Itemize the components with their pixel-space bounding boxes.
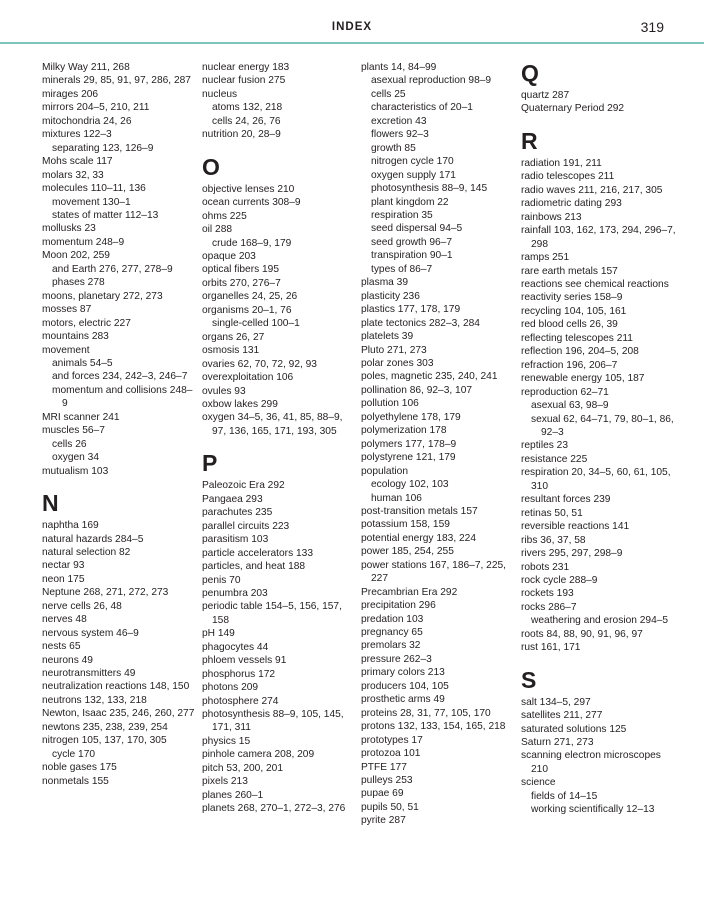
page-header xyxy=(0,0,704,44)
index-entry: satellites 211, 277 xyxy=(521,710,603,722)
index-entry: Paleozoic Era 292 xyxy=(202,480,285,492)
index-entry: polystyrene 121, 179 xyxy=(361,452,456,464)
index-column-3 xyxy=(361,61,516,828)
index-entry: mixtures 122–3 xyxy=(42,129,112,141)
index-subentry: types of 86–7 xyxy=(371,263,433,275)
index-entry: premolars 32 xyxy=(361,640,421,652)
index-entry: Pangaea 293 xyxy=(202,493,263,505)
index-subentry: states of matter 112–13 xyxy=(52,209,159,221)
index-entry: nitrogen 105, 137, 170, 305 xyxy=(42,735,167,747)
index-entry: Precambrian Era 292 xyxy=(361,586,458,598)
index-entry: radio waves 211, 216, 217, 305 xyxy=(521,184,663,196)
index-subentry: transpiration 90–1 xyxy=(371,250,453,262)
index-entry: mirrors 204–5, 210, 211 xyxy=(42,102,150,114)
index-entry: prototypes 17 xyxy=(361,734,423,746)
index-entry: periodic table 154–5, 156, 157, 158 xyxy=(202,601,342,626)
index-entry: rockets 193 xyxy=(521,588,574,600)
index-entry: oxbow lakes 299 xyxy=(202,398,278,410)
index-entry: neon 175 xyxy=(42,573,85,585)
index-entry: MRI scanner 241 xyxy=(42,411,120,423)
index-entry: ohms 225 xyxy=(202,210,247,222)
index-entry: reactions see chemical reactions xyxy=(521,278,669,290)
index-entry: proteins 28, 31, 77, 105, 170 xyxy=(361,707,491,719)
index-entry: post-transition metals 157 xyxy=(361,505,478,517)
index-entry: mosses 87 xyxy=(42,304,92,316)
index-entry: protons 132, 133, 154, 165, 218 xyxy=(361,721,506,733)
index-entry: parallel circuits 223 xyxy=(202,520,290,532)
index-entry: nervous system 46–9 xyxy=(42,627,139,639)
index-entry: platelets 39 xyxy=(361,331,414,343)
index-entry: photosynthesis 88–9, 105, 145, 171, 311 xyxy=(202,709,344,734)
index-entry: mutualism 103 xyxy=(42,465,109,477)
index-entry: retinas 50, 51 xyxy=(521,507,583,519)
index-entry: pitch 53, 200, 201 xyxy=(202,762,283,774)
index-entry: Milky Way 211, 268 xyxy=(42,62,130,73)
index-subentry: weathering and erosion 294–5 xyxy=(531,615,669,627)
index-entry: pollution 106 xyxy=(361,398,419,410)
index-entry: producers 104, 105 xyxy=(361,680,449,692)
index-entry: nucleus xyxy=(202,88,238,100)
index-entry: osmosis 131 xyxy=(202,345,260,357)
index-entry: parasitism 103 xyxy=(202,534,269,546)
index-entry: Moon 202, 259 xyxy=(42,250,110,262)
index-entry: potential energy 183, 224 xyxy=(361,532,476,544)
index-entry: PTFE 177 xyxy=(361,761,407,773)
index-entry: protozoa 101 xyxy=(361,748,421,760)
index-entry: Newton, Isaac 235, 246, 260, 277 xyxy=(42,708,195,720)
index-entry: ovaries 62, 70, 72, 92, 93 xyxy=(202,358,317,370)
index-subentry: seed growth 96–7 xyxy=(371,236,452,248)
index-entry: rainbows 213 xyxy=(521,211,582,223)
index-subentry: single-celled 100–1 xyxy=(212,318,300,330)
index-subentry: plant kingdom 22 xyxy=(371,196,449,208)
index-entry: nerve cells 26, 48 xyxy=(42,600,122,612)
index-entry: nutrition 20, 28–9 xyxy=(202,129,281,141)
index-entry: nectar 93 xyxy=(42,560,85,572)
index-entry: renewable energy 105, 187 xyxy=(521,373,645,385)
index-subentry: animals 54–5 xyxy=(52,357,113,369)
index-entry: resistance 225 xyxy=(521,453,588,465)
index-entry: pyrite 287 xyxy=(361,815,406,827)
index-entry: photons 209 xyxy=(202,682,259,694)
index-entry: rivers 295, 297, 298–9 xyxy=(521,548,623,560)
index-entry: red blood cells 26, 39 xyxy=(521,319,618,331)
index-entry: phloem vessels 91 xyxy=(202,655,287,667)
index-entry: phosphorus 172 xyxy=(202,668,276,680)
index-entry: reproduction 62–71 xyxy=(521,386,609,398)
index-entry: reflecting telescopes 211 xyxy=(521,332,633,344)
index-entry: power stations 167, 186–7, 225, 227 xyxy=(361,559,506,585)
index-column-4 xyxy=(521,61,676,817)
index-entry: science xyxy=(521,777,556,789)
index-entry: physics 15 xyxy=(202,735,251,747)
index-entry: planes 260–1 xyxy=(202,789,264,801)
index-entry: polymers 177, 178–9 xyxy=(361,438,457,450)
index-entry: mitochondria 24, 26 xyxy=(42,115,132,127)
index-entry: recycling 104, 105, 161 xyxy=(521,305,627,317)
index-subentry: phases 278 xyxy=(52,277,105,289)
index-entry: oil 288 xyxy=(202,224,233,236)
index-entry: nuclear fusion 275 xyxy=(202,75,286,87)
index-entry: objective lenses 210 xyxy=(202,183,295,195)
index-entry: moons, planetary 272, 273 xyxy=(42,290,163,302)
index-entry: Saturn 271, 273 xyxy=(521,737,594,749)
section-letter: S xyxy=(521,666,537,693)
index-entry: organelles 24, 25, 26 xyxy=(202,291,298,303)
index-entry: rare earth metals 157 xyxy=(521,265,618,277)
index-entry: plasma 39 xyxy=(361,277,409,289)
index-subentry: nitrogen cycle 170 xyxy=(371,156,454,168)
index-entry: pressure 262–3 xyxy=(361,653,432,665)
index-subentry: cycle 170 xyxy=(52,748,96,760)
index-entry: molars 32, 33 xyxy=(42,169,104,181)
index-entry: saturated solutions 125 xyxy=(521,723,627,735)
index-entry: plate tectonics 282–3, 284 xyxy=(361,317,480,329)
index-entry: reptiles 23 xyxy=(521,440,569,452)
index-subentry: oxygen supply 171 xyxy=(371,169,456,181)
index-entry: polyethylene 178, 179 xyxy=(361,411,461,423)
running-header-title: INDEX xyxy=(331,21,373,33)
index-entry: reactivity series 158–9 xyxy=(521,292,623,304)
index-entry: penumbra 203 xyxy=(202,587,268,599)
index-subentry: atoms 132, 218 xyxy=(212,102,283,114)
index-entry: respiration 20, 34–5, 60, 61, 105, 310 xyxy=(521,467,671,492)
index-subentry: characteristics of 20–1 xyxy=(371,102,473,114)
index-entry: rust 161, 171 xyxy=(521,642,581,654)
index-entry: nerves 48 xyxy=(42,614,87,626)
index-entry: mountains 283 xyxy=(42,331,109,343)
index-entry: predation 103 xyxy=(361,613,424,625)
index-entry: plastics 177, 178, 179 xyxy=(361,304,461,316)
index-entry: optical fibers 195 xyxy=(202,264,280,276)
index-subentry: growth 85 xyxy=(371,142,416,154)
index-entry: neurons 49 xyxy=(42,654,93,666)
index-entry: salt 134–5, 297 xyxy=(521,696,591,708)
index-subentry: oxygen 34 xyxy=(52,452,100,464)
index-subentry: cells 25 xyxy=(371,88,406,100)
index-entry: particles, and heat 188 xyxy=(202,561,306,573)
index-entry: planets 268, 270–1, 272–3, 276 xyxy=(202,803,346,815)
index-entry: molecules 110–11, 136 xyxy=(42,183,146,195)
index-entry: reversible reactions 141 xyxy=(521,521,630,533)
index-entry: rocks 286–7 xyxy=(521,601,577,613)
index-subentry: asexual reproduction 98–9 xyxy=(371,75,492,87)
index-entry: opaque 203 xyxy=(202,250,256,262)
index-entry: ocean currents 308–9 xyxy=(202,197,301,209)
index-entry: phagocytes 44 xyxy=(202,641,269,653)
index-entry: power 185, 254, 255 xyxy=(361,546,454,558)
index-entry: photosphere 274 xyxy=(202,695,279,707)
index-entry: robots 231 xyxy=(521,561,570,573)
index-entry: pupils 50, 51 xyxy=(361,801,419,813)
index-entry: prosthetic arms 49 xyxy=(361,694,445,706)
index-entry: nuclear energy 183 xyxy=(202,62,290,73)
index-entry: particle accelerators 133 xyxy=(202,547,313,559)
index-entry: quartz 287 xyxy=(521,90,570,101)
index-entry: orbits 270, 276–7 xyxy=(202,277,281,289)
index-entry: radio telescopes 211 xyxy=(521,171,615,183)
index-entry: roots 84, 88, 90, 91, 96, 97 xyxy=(521,628,643,640)
index-subentry: crude 168–9, 179 xyxy=(212,237,292,249)
index-entry: ribs 36, 37, 58 xyxy=(521,534,586,546)
index-subentry: asexual 63, 98–9 xyxy=(531,400,609,412)
section-letter: Q xyxy=(521,60,539,86)
index-subentry: sexual 62, 64–71, 79, 80–1, 86, 92–3 xyxy=(531,413,674,438)
index-entry: pupae 69 xyxy=(361,788,404,800)
index-subentry: and Earth 276, 277, 278–9 xyxy=(52,263,173,275)
index-entry: movement xyxy=(42,344,90,356)
section-letter: N xyxy=(42,490,59,517)
index-entry: neurotransmitters 49 xyxy=(42,668,136,680)
index-subentry: respiration 35 xyxy=(371,209,433,221)
index-entry: pollination 86, 92–3, 107 xyxy=(361,384,473,396)
index-entry: scanning electron microscopes 210 xyxy=(521,750,661,775)
section-letter: P xyxy=(202,450,218,477)
index-subentry: movement 130–1 xyxy=(52,196,131,208)
index-entry: noble gases 175 xyxy=(42,762,117,774)
index-entry: minerals 29, 85, 91, 97, 286, 287 xyxy=(42,75,191,87)
index-entry: resultant forces 239 xyxy=(521,494,611,506)
index-entry: polar zones 303 xyxy=(361,357,434,369)
index-entry: muscles 56–7 xyxy=(42,425,105,437)
index-entry: motors, electric 227 xyxy=(42,317,131,329)
page-number: 319 xyxy=(640,19,664,35)
index-entry: pulleys 253 xyxy=(361,775,413,787)
index-entry: Neptune 268, 271, 272, 273 xyxy=(42,587,169,599)
index-entry: Pluto 271, 273 xyxy=(361,344,427,356)
index-entry: pinhole camera 208, 209 xyxy=(202,749,315,761)
index-entry: primary colors 213 xyxy=(361,667,445,679)
index-entry: neutrons 132, 133, 218 xyxy=(42,694,147,706)
index-entry: pixels 213 xyxy=(202,776,248,788)
index-entry: mirages 206 xyxy=(42,88,99,100)
index-subentry: cells 26 xyxy=(52,438,87,450)
index-entry: pregnancy 65 xyxy=(361,627,423,639)
index-entry: oxygen 34–5, 36, 41, 85, 88–9, 97, 136, 165, 171, 193, 305 xyxy=(202,412,343,437)
index-subentry: flowers 92–3 xyxy=(371,129,429,141)
index-entry: pH 149 xyxy=(202,628,235,640)
index-entry: plasticity 236 xyxy=(361,290,420,302)
index-subentry: and forces 234, 242–3, 246–7 xyxy=(52,371,188,383)
index-subentry: seed dispersal 94–5 xyxy=(371,223,463,235)
index-subentry: human 106 xyxy=(371,492,422,504)
index-subentry: fields of 14–15 xyxy=(531,790,598,802)
index-entry: naphtha 169 xyxy=(42,520,99,532)
index-entry: plants 14, 84–99 xyxy=(361,62,437,73)
index-entry: ovules 93 xyxy=(202,385,246,397)
index-entry: refraction 196, 206–7 xyxy=(521,359,618,371)
index-subentry: ecology 102, 103 xyxy=(371,479,449,491)
index-entry: newtons 235, 238, 239, 254 xyxy=(42,721,168,733)
index-entry: population xyxy=(361,465,409,477)
index-entry: penis 70 xyxy=(202,574,241,586)
index-entry: nonmetals 155 xyxy=(42,775,109,787)
index-entry: Mohs scale 117 xyxy=(42,156,113,168)
index-subentry: photosynthesis 88–9, 145 xyxy=(371,183,488,195)
index-entry: rock cycle 288–9 xyxy=(521,574,598,586)
index-entry: nests 65 xyxy=(42,641,81,653)
index-entry: organisms 20–1, 76 xyxy=(202,304,292,316)
index-entry: radiometric dating 293 xyxy=(521,198,622,210)
index-entry: radiation 191, 211 xyxy=(521,157,602,169)
index-entry: momentum 248–9 xyxy=(42,236,125,248)
index-entry: potassium 158, 159 xyxy=(361,519,450,531)
section-letter: O xyxy=(202,153,220,180)
index-entry: parachutes 235 xyxy=(202,507,273,519)
index-subentry: excretion 43 xyxy=(371,115,427,127)
index-entry: natural hazards 284–5 xyxy=(42,533,144,545)
index-subentry: separating 123, 126–9 xyxy=(52,142,154,154)
index-entry: neutralization reactions 148, 150 xyxy=(42,681,190,693)
index-entry: precipitation 296 xyxy=(361,600,436,612)
index-entry: Quaternary Period 292 xyxy=(521,103,625,115)
index-entry: natural selection 82 xyxy=(42,546,131,558)
index-subentry: cells 24, 26, 76 xyxy=(212,115,281,127)
index-column-2 xyxy=(202,61,357,816)
index-entry: organs 26, 27 xyxy=(202,331,265,343)
index-entry: reflection 196, 204–5, 208 xyxy=(521,346,639,358)
section-letter: R xyxy=(521,127,538,154)
index-column-1 xyxy=(42,61,197,788)
index-entry: rainfall 103, 162, 173, 294, 296–7, 298 xyxy=(521,225,676,250)
index-entry: mollusks 23 xyxy=(42,223,96,235)
index-entry: polymerization 178 xyxy=(361,425,447,437)
index-entry: poles, magnetic 235, 240, 241 xyxy=(361,371,498,383)
index-entry: overexploitation 106 xyxy=(202,372,294,384)
index-entry: ramps 251 xyxy=(521,252,570,264)
index-subentry: momentum and collisions 248–9 xyxy=(52,384,193,410)
index-subentry: working scientifically 12–13 xyxy=(531,804,655,816)
